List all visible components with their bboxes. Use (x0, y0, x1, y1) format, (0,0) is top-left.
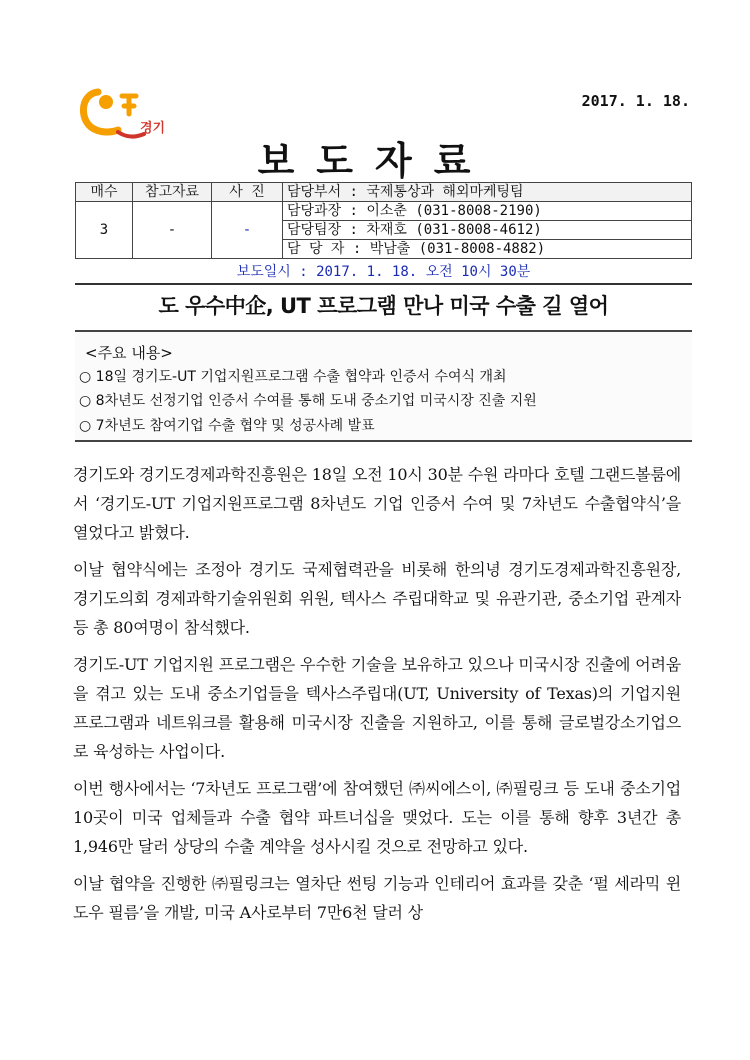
body-paragraph: 경기도와 경기도경제과학진흥원은 18일 오전 10시 30분 수원 라마다 호텔 그랜드볼룸에서 ‘경기도-UT 기업지원프로그램 8차년도 기업 인증서 수여 및 7차년도 수출협약식’을 열었다고 밝혔다. (73, 465, 681, 542)
info-header-row (76, 183, 692, 202)
contact-manager: 담당과장 : 이소춘 (031-8008-2190) (283, 202, 692, 221)
contact-department: 담당부서 : 국제통상과 해외마케팅팀 (283, 183, 692, 202)
photo-value: - (212, 202, 283, 259)
summary-point: ○ 7차년도 참여기업 수출 협약 및 성공사례 발표 (79, 418, 375, 434)
summary-point: ○ 8차년도 선정기업 인증서 수여를 통해 도내 중소기업 미국시장 진출 지원 (79, 393, 537, 409)
body-paragraph: 이번 행사에서는 ‘7차년도 프로그램’에 참여했던 ㈜씨에스이, ㈜필링크 등 도내 중소기업 10곳이 미국 업체들과 수출 협약 파트너십을 맺었다. 도는 이를 통해 향후 3년간 총 1,946만 달러 상당의 수출 계약을 성사시킬 것으로 전망하고 있다. (73, 779, 681, 856)
summary-box (75, 330, 692, 442)
release-date: 2017. 1. 18. (581, 92, 690, 110)
contact-staff: 담 당 자 : 박남출 (031-8008-4882) (283, 240, 692, 259)
info-value-row (76, 202, 692, 221)
headline: 도 우수中企, UT 프로그램 만나 미국 수출 길 열어 (158, 294, 609, 318)
attachment-value: - (133, 202, 212, 259)
page-title: 보도자료 (257, 139, 493, 183)
release-time: 보도일시 : 2017. 1. 18. 오전 10시 30분 (75, 261, 692, 285)
body-paragraph: 이날 협약식에는 조정아 경기도 국제협력관을 비롯해 한의녕 경기도경제과학진흥원장, 경기도의회 경제과학기술위원회 위원, 텍사스 주립대학교 및 유관기관, 중소기업 관계자 등 총 80여명이 참석했다. (73, 560, 681, 637)
summary-title: <주요 내용> (85, 344, 173, 362)
count-value: 3 (76, 202, 133, 259)
summary-point: ○ 18일 경기도-UT 기업지원프로그램 수출 협약과 인증서 수여식 개최 (79, 369, 507, 385)
logo-wordmark: 경기 (140, 121, 166, 136)
photo-header: 사 진 (212, 183, 283, 202)
info-table (75, 182, 692, 259)
body-paragraph: 이날 협약을 진행한 ㈜필링크는 열차단 썬팅 기능과 인테리어 효과를 갖춘 ‘펄 세라믹 윈도우 필름’을 개발, 미국 A사로부터 7만6천 달러 상 (73, 874, 681, 922)
article-body (73, 460, 681, 935)
count-header: 매수 (76, 183, 133, 202)
body-paragraph: 경기도-UT 기업지원 프로그램은 우수한 기술을 보유하고 있으나 미국시장 진출에 어려움을 겪고 있는 도내 중소기업들을 텍사스주립대(UT, University of Texas)의 기업지원 프로그램과 네트워크를 활용해 미국시장 진출을 지원하고, 이를 통해 글로벌강소기업으로 육성하는 사업이다. (73, 655, 681, 761)
attachment-header: 참고자료 (133, 183, 212, 202)
contact-team-leader: 담당팀장 : 차재호 (031-8008-4612) (283, 221, 692, 240)
